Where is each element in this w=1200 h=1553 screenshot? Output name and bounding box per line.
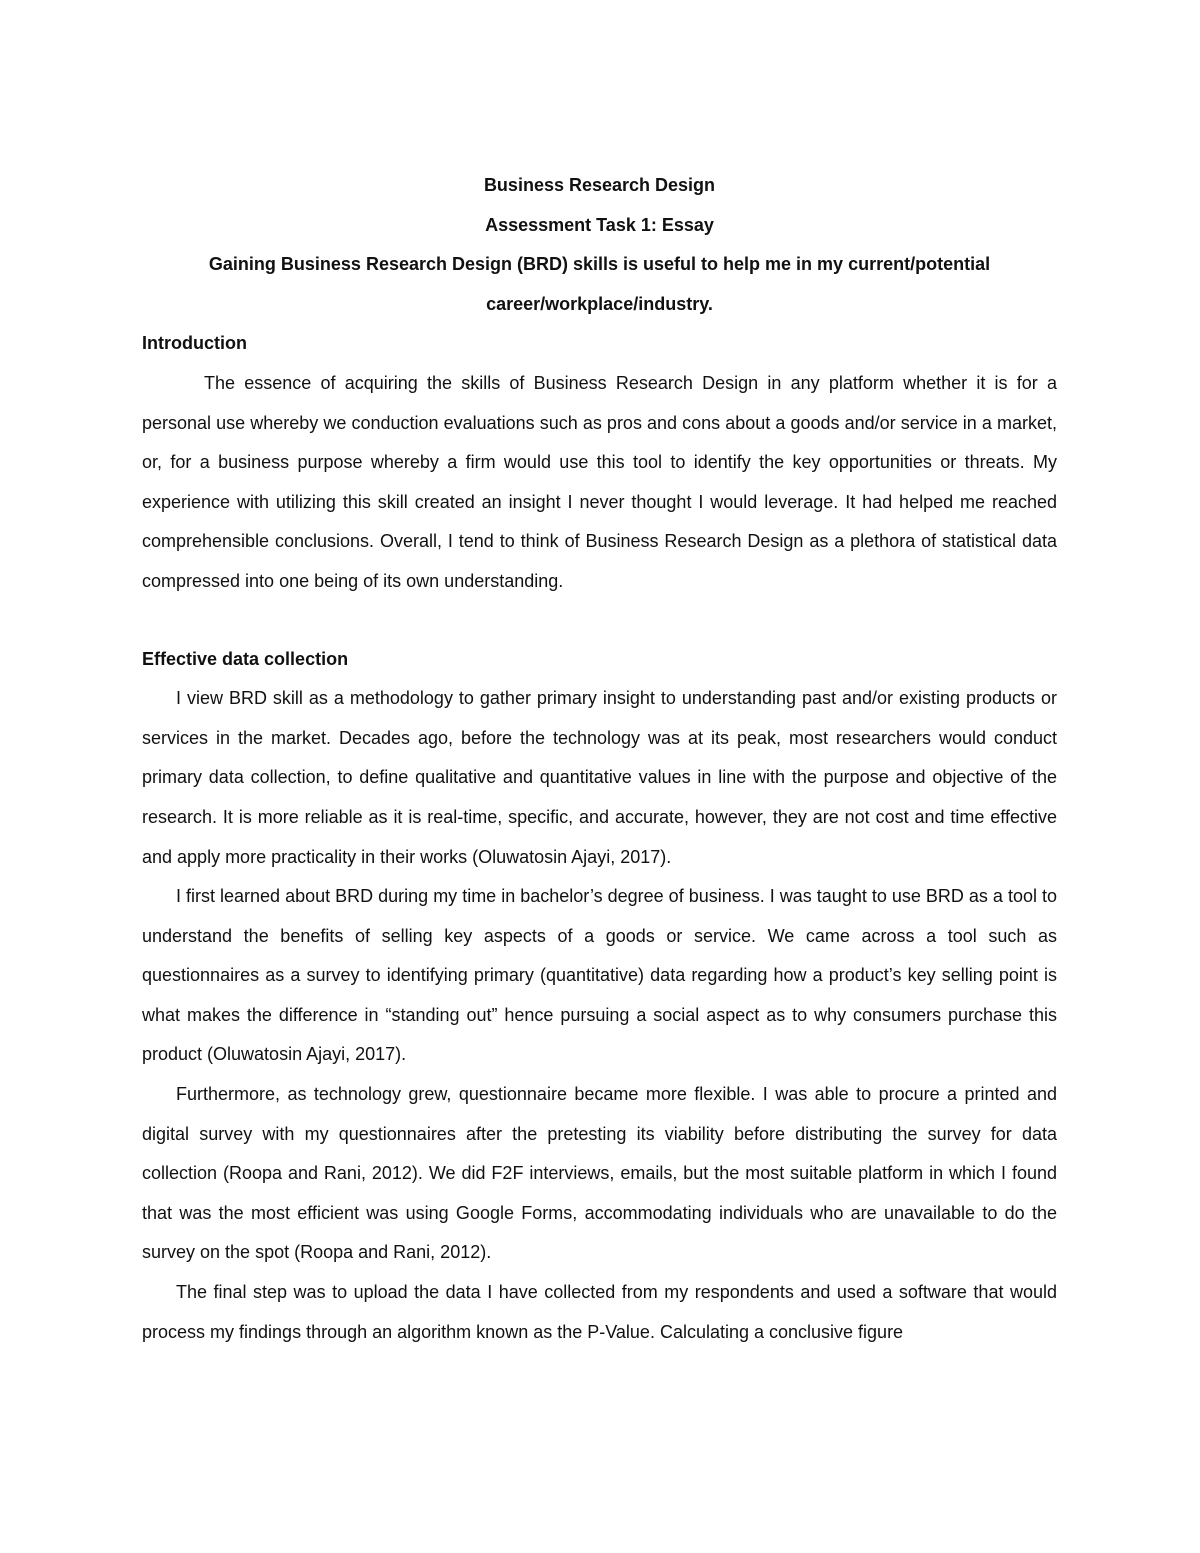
section-heading-data-collection: Effective data collection xyxy=(142,648,349,669)
paragraph: Furthermore, as technology grew, questionnaire became more flexible. I was able to procure a printed and digital survey with my questionnaires after the pretesting its viability before distributing the survey for data collection (Roopa and Rani, 2012). We did F2F interviews, emails, but the most suitable platform in which I found that was the most efficient was using Google Forms, accommodating individuals who are unavailable to do the survey on the spot (Roopa and Rani, 2012). xyxy=(142,1084,1057,1263)
document-title: Business Research Design xyxy=(483,175,716,195)
section-heading-introduction: Introduction xyxy=(142,333,247,354)
assessment-subtitle: Assessment Task 1: Essay xyxy=(485,214,714,235)
paragraph: I view BRD skill as a methodology to gather primary insight to understanding past and/or existing products or services in the market. Decades ago, before the technology was at its peak, most researchers would conduct primary data collection, to define qualitative and quantitative values in line with the purpose and objective of the research. It is more reliable as it is real-time, specific, and accurate, however, they are not cost and time effective and apply more practicality in their works (Oluwatosin Ajayi, 2017). xyxy=(142,688,1057,867)
document-body xyxy=(142,166,1057,1352)
paragraph: I first learned about BRD during my time in bachelor’s degree of business. I was taught to use BRD as a tool to understand the benefits of selling key aspects of a goods or service. We came across a tool such as questionnaires as a survey to identifying primary (quantitative) data regarding how a product’s key selling point is what makes the difference in “standing out” hence pursuing a social aspect as to why consumers purchase this product (Oluwatosin Ajayi, 2017). xyxy=(142,886,1057,1065)
paragraph: The essence of acquiring the skills of Business Research Design in any platform whether it is for a personal use whereby we conduction evaluations such as pros and cons about a goods and/or service in a market, or, for a business purpose whereby a firm would use this tool to identify the key opportunities or threats. My experience with utilizing this skill created an insight I never thought I would leverage. It had helped me reached comprehensible conclusions. Overall, I tend to think of Business Research Design as a plethora of statistical data compressed into one being of its own understanding. xyxy=(142,372,1057,591)
paragraph: The final step was to upload the data I have collected from my respondents and used a software that would process my findings through an algorithm known as the P-Value. Calculating a conclusive figure xyxy=(142,1282,1057,1342)
essay-topic: Gaining Business Research Design (BRD) skills is useful to help me in my current/potential career/workplace/industry. xyxy=(208,254,991,314)
section-spacer xyxy=(142,602,1057,640)
